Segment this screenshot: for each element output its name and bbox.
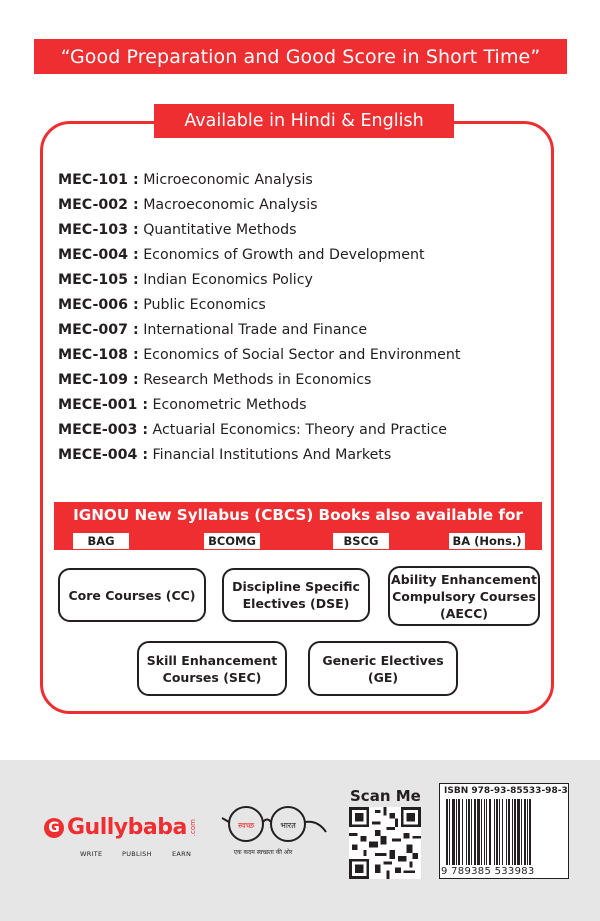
brand-suffix: .com: [188, 818, 197, 837]
tagline-write: WRITE: [80, 850, 103, 858]
category-label: Discipline Specific: [232, 579, 360, 594]
barcode-icon: [446, 799, 564, 865]
barcode-bar: [529, 799, 531, 865]
barcode-bar: [474, 799, 476, 865]
category-ge: [308, 641, 458, 696]
barcode-bar: [506, 799, 507, 865]
list-item: [58, 195, 460, 220]
category-label: (GE): [367, 669, 399, 685]
barcode-bar: [502, 799, 503, 865]
isbn-label: ISBN 978-93-85533-98-3: [444, 786, 568, 796]
course-title: Econometric Methods: [152, 397, 307, 413]
barcode-bar: [466, 799, 467, 865]
barcode-bar: [512, 799, 513, 865]
list-item: [58, 320, 460, 345]
category-label: Electives (DSE): [242, 596, 350, 611]
category-core-courses: [58, 568, 206, 622]
list-item: [58, 220, 460, 245]
course-code: MEC-007 :: [58, 322, 139, 338]
course-code: MECE-001 :: [58, 397, 149, 413]
course-title: Microeconomic Analysis: [143, 172, 313, 188]
tagline-publish: PUBLISH: [122, 850, 152, 858]
course-title: Indian Economics Policy: [143, 272, 313, 288]
gullybaba-logo: [44, 815, 197, 840]
slogan-banner: [34, 39, 567, 74]
barcode-bar: [508, 799, 510, 865]
barcode-bar: [527, 799, 528, 865]
category-aecc: [388, 566, 540, 626]
availability-tab: [154, 104, 454, 138]
course-code: MECE-004 :: [58, 447, 149, 463]
course-title: Actuarial Economics: Theory and Practice: [152, 422, 448, 438]
barcode-bar: [446, 799, 448, 865]
qr-code-icon[interactable]: [349, 807, 421, 879]
course-code: MEC-004 :: [58, 247, 139, 263]
barcode-bar: [499, 799, 500, 865]
course-title: Financial Institutions And Markets: [152, 447, 392, 463]
category-label: (AECC): [439, 605, 488, 621]
list-item: [58, 295, 460, 320]
bharat-word: भारत: [280, 821, 296, 830]
barcode-bar: [524, 799, 526, 865]
list-item: [58, 345, 460, 370]
program-badge-bcomg: BCOMG: [203, 532, 261, 550]
barcode-digits: 9 789385 533983: [441, 866, 535, 877]
barcode-bar: [449, 799, 450, 865]
category-sec: [137, 641, 287, 696]
course-code: MEC-002 :: [58, 197, 139, 213]
list-item: [58, 445, 460, 470]
course-code: MEC-105 :: [58, 272, 139, 288]
course-title: Macroeconomic Analysis: [143, 197, 318, 213]
program-badge-ba-hons: BA (Hons.): [448, 532, 526, 550]
cbcs-heading-text: IGNOU New Syllabus (CBCS) Books also available for: [73, 506, 523, 524]
program-badge-bscg: BSCG: [332, 532, 390, 550]
g-logo-icon: G: [44, 818, 64, 838]
list-item: [58, 270, 460, 295]
swachh-word: स्वच्छ: [237, 821, 255, 830]
list-item: [58, 245, 460, 270]
course-code: MEC-103 :: [58, 222, 139, 238]
swachh-bharat-spectacles-icon: [218, 800, 328, 860]
barcode-bar: [494, 799, 495, 865]
list-item: [58, 370, 460, 395]
barcode-bar: [517, 799, 520, 865]
course-code: MEC-101 :: [58, 172, 139, 188]
barcode-bar: [458, 799, 460, 865]
course-title: Quantitative Methods: [143, 222, 297, 238]
barcode-bar: [481, 799, 482, 865]
cbcs-heading: [54, 502, 542, 528]
course-title: International Trade and Finance: [143, 322, 368, 338]
barcode-bar: [489, 799, 491, 865]
barcode-bar: [521, 799, 522, 865]
category-label: Skill Enhancement: [146, 652, 278, 668]
course-list: [58, 170, 460, 470]
slogan-text: “Good Preparation and Good Score in Short Time”: [60, 45, 541, 68]
barcode-bar: [477, 799, 480, 865]
course-title: Economics of Social Sector and Environment: [143, 347, 461, 363]
barcode-bar: [514, 799, 516, 865]
category-label: Generic Electives: [322, 652, 444, 668]
course-code: MEC-006 :: [58, 297, 139, 313]
list-item: [58, 395, 460, 420]
course-code: MEC-108 :: [58, 347, 139, 363]
course-code: MEC-109 :: [58, 372, 139, 388]
barcode-bar: [462, 799, 463, 865]
course-code: MECE-003 :: [58, 422, 149, 438]
course-title: Research Methods in Economics: [143, 372, 372, 388]
barcode-bar: [452, 799, 455, 865]
barcode-bar: [486, 799, 487, 865]
category-label: Courses (SEC): [162, 669, 262, 685]
barcode-bar: [484, 799, 485, 865]
barcode-bar: [468, 799, 470, 865]
availability-label: Available in Hindi & English: [184, 111, 424, 131]
category-label: Core Courses (CC): [68, 587, 196, 603]
brand-name: Gullybaba: [67, 815, 187, 840]
list-item: [58, 420, 460, 445]
program-badge-bag: BAG: [72, 532, 130, 550]
category-label: Compulsory Courses: [392, 588, 536, 604]
category-dse: [222, 568, 370, 622]
scan-me-label: Scan Me: [350, 787, 421, 805]
swachh-slogan: एक कदम स्वच्छता की ओर: [233, 849, 293, 856]
tagline-earn: EARN: [172, 850, 192, 858]
course-title: Economics of Growth and Development: [143, 247, 425, 263]
course-title: Public Economics: [143, 297, 266, 313]
barcode-bar: [496, 799, 498, 865]
list-item: [58, 170, 460, 195]
barcode-bar: [456, 799, 457, 865]
category-label: Ability Enhancement: [391, 571, 537, 587]
barcode-bar: [471, 799, 472, 865]
